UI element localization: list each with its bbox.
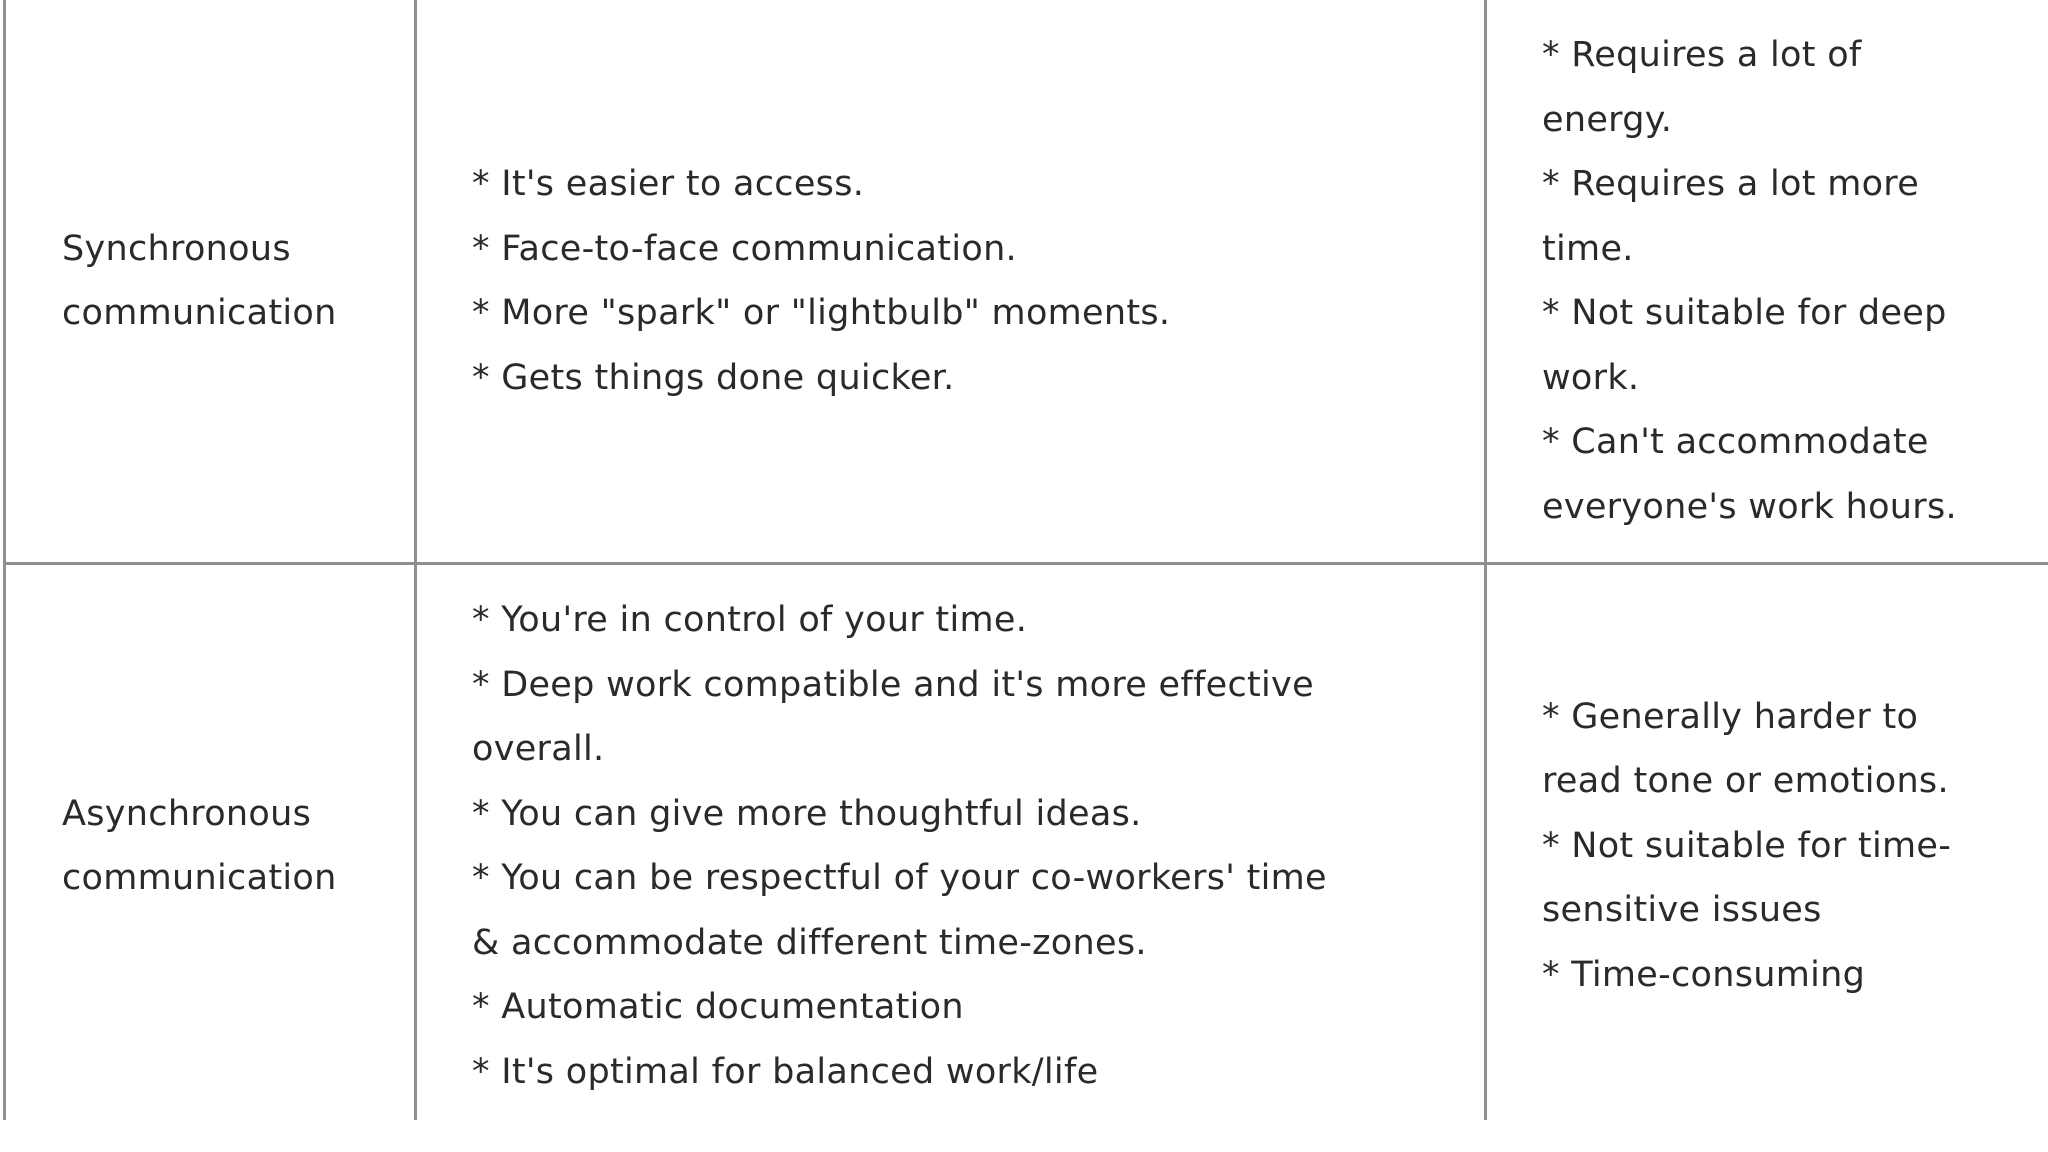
- cons-line: everyone's work hours.: [1542, 486, 1957, 527]
- cons-line: sensitive issues: [1542, 890, 1822, 931]
- pros-line: * You're in control of your time.: [472, 600, 1028, 640]
- pros-line: * It's easier to access.: [472, 164, 865, 204]
- row-label-line: Asynchronous: [62, 793, 312, 834]
- column-divider-2: [1484, 0, 1487, 1120]
- cons-line: work.: [1542, 357, 1640, 398]
- pros-line: * Deep work compatible and it's more effective: [472, 664, 1314, 705]
- pros-line: * You can give more thoughtful ideas.: [472, 793, 1142, 834]
- row-synchronous-pros-cell: [472, 0, 1482, 562]
- cons-line: energy.: [1542, 99, 1673, 140]
- pros-line: & accommodate different time-zones.: [472, 922, 1147, 963]
- row-asynchronous-label-cell: [62, 565, 412, 1120]
- pros-line: * You can be respectful of your co-workers' time: [472, 858, 1327, 898]
- pros-line: overall.: [472, 729, 605, 769]
- row-synchronous-label-cell: [62, 0, 412, 562]
- cons-line: * Requires a lot more: [1542, 164, 1920, 204]
- cons-line: * Can't accommodate: [1542, 422, 1929, 462]
- pros-line: * It's optimal for balanced work/life: [472, 1051, 1099, 1092]
- pros-line: * Gets things done quicker.: [472, 357, 955, 398]
- pros-line: * Automatic documentation: [472, 987, 964, 1027]
- row-synchronous-cons-cell: [1542, 0, 2048, 562]
- column-divider-1: [414, 0, 417, 1120]
- cons-line: * Time-consuming: [1542, 954, 1866, 995]
- cons-line: * Not suitable for time-: [1542, 825, 1952, 866]
- row-label-line: Synchronous: [62, 228, 291, 269]
- row-label-line: communication: [62, 858, 337, 898]
- cons-line: time.: [1542, 228, 1634, 269]
- pros-line: * More "spark" or "lightbulb" moments.: [472, 293, 1171, 333]
- cons-line: read tone or emotions.: [1542, 761, 1949, 802]
- row-asynchronous-cons-cell: [1542, 565, 2048, 1120]
- cons-line: * Not suitable for deep: [1542, 293, 1947, 333]
- table-left-border: [3, 0, 6, 1120]
- row-asynchronous-pros-cell: [472, 565, 1482, 1120]
- pros-line: * Face-to-face communication.: [472, 228, 1017, 269]
- row-label-line: communication: [62, 293, 337, 333]
- cons-line: * Requires a lot of: [1542, 35, 1862, 75]
- cons-line: * Generally harder to: [1542, 696, 1919, 737]
